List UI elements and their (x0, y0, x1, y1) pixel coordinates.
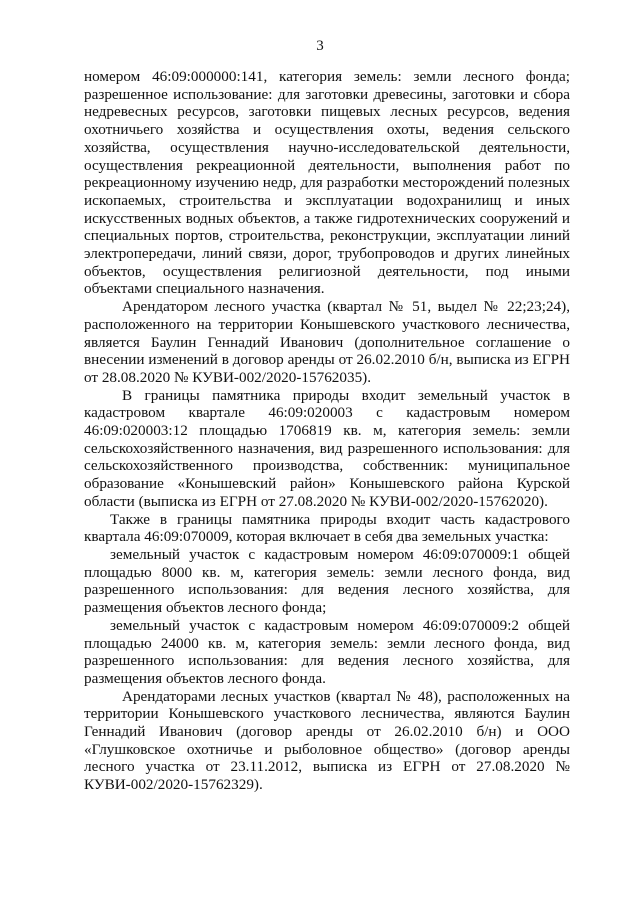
document-body (84, 68, 570, 794)
page-number: 3 (316, 38, 324, 54)
paragraph-lessee-51: Арендатором лесного участка (квартал № 51, выдел № 22;23;24), расположенного на территории Конышевского участкового лесничества, является Баулин Геннадий Иванович (дополнительное соглашение о внесении изменений в договор аренды от 26.02.2010 б/н, выписка из ЕГРН от 28.08.2020 № КУВИ-002/2020-15762035). (84, 298, 570, 386)
paragraph-cadastral-quarter: Также в границы памятника природы входит часть кадастрового квартала 46:09:070009, которая включает в себя два земельных участка: (84, 510, 570, 546)
paragraph-land-plot: В границы памятника природы входит земельный участок в кадастровом квартале 46:09:020003 с кадастровым номером 46:09:020003:12 площадью 1706819 кв. м, категория земель: земли сельскохозяйственного назначения, вид разрешенного использования: для сельскохозяйственного производства, собственник: муниципальное образование «Конышевский район» Конышевского района Курской области (выписка из ЕГРН от 27.08.2020 № КУВИ-002/2020-15762020). (84, 386, 570, 510)
paragraph-continuation: номером 46:09:000000:141, категория земель: земли лесного фонда; разрешенное использование: для заготовки древесины, заготовки и сбора недревесных ресурсов, заготовки пищевых лесных ресурсов, ведения охотничьего хозяйства и осуществления охоты, ведения сельского хозяйства, осуществления научно-исследовательской деятельности, осуществления рекреационной деятельности, выполнения работ по рекреационному изучению недр, для разработки месторождений полезных ископаемых, строительства и эксплуатации водохранилищ и иных искусственных водных объектов, а также гидротехнических сооружений и специальных портов, строительства, реконструкции, эксплуатации линий электропередачи, линий связи, дорог, трубопроводов и других линейных объектов, осуществления религиозной деятельности, под иными объектами специального назначения. (84, 68, 570, 298)
list-item-plot-2: земельный участок с кадастровым номером 46:09:070009:2 общей площадью 24000 кв. м, категория земель: земли лесного фонда, вид разрешенного использования: для ведения лесного хозяйства, для размещения объектов лесного фонда. (84, 616, 570, 687)
list-item-plot-1: земельный участок с кадастровым номером 46:09:070009:1 общей площадью 8000 кв. м, категория земель: земли лесного фонда, вид разрешенного использования: для ведения лесного хозяйства, для размещения объектов лесного фонда; (84, 545, 570, 617)
paragraph-lessees-48: Арендаторами лесных участков (квартал № 48), расположенных на территории Конышевского участкового лесничества, являются Баулин Геннадий Иванович (договор аренды от 26.02.2010 б/н) и ООО «Глушковское охотничье и рыболовное общество» (договор аренды лесного участка от 23.11.2012, выписка из ЕГРН от 27.08.2020 № КУВИ-002/2020-15762329). (84, 687, 570, 794)
